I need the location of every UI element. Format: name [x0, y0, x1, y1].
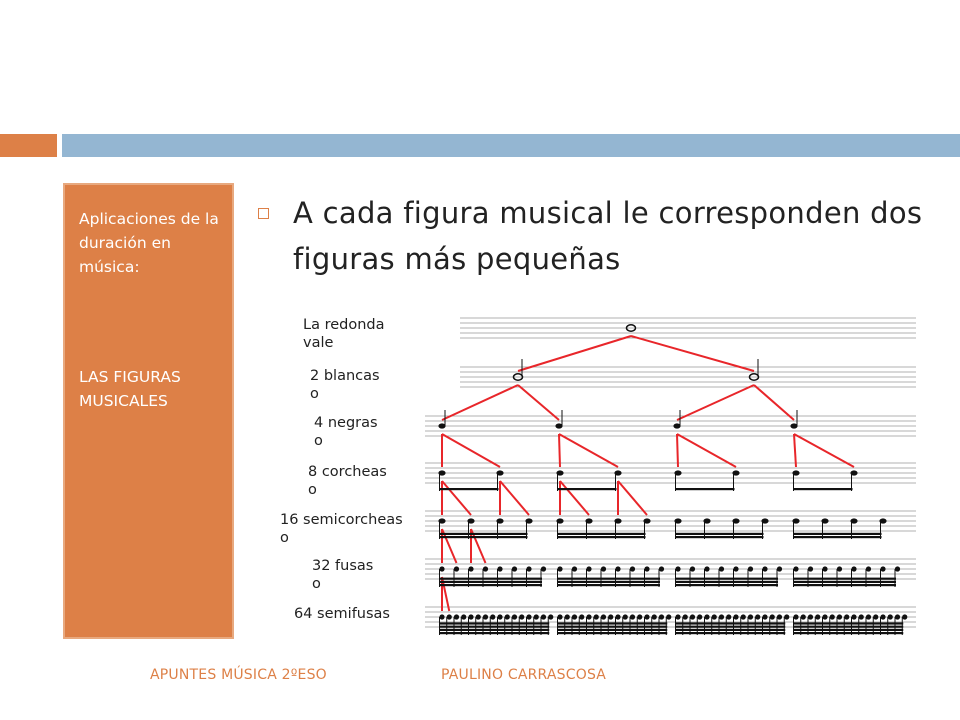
note-head — [704, 566, 709, 571]
note-beam — [558, 626, 668, 628]
note-head — [748, 566, 753, 571]
tree-line — [442, 434, 500, 467]
note-head — [490, 614, 495, 619]
note-head — [770, 614, 775, 619]
note-beam — [440, 578, 543, 580]
note-head — [822, 566, 827, 571]
note-head — [762, 566, 767, 571]
note-beam — [440, 584, 543, 586]
note-head — [777, 614, 782, 619]
note-beam — [676, 581, 779, 583]
note-head — [468, 614, 473, 619]
tree-line — [518, 336, 631, 371]
sidebar-subheading: LAS FIGURAS MUSICALES — [79, 368, 181, 410]
note-beam — [558, 581, 661, 583]
note-beam — [794, 622, 904, 624]
note-head — [675, 614, 680, 619]
sidebar-panel — [63, 183, 234, 639]
note-beam — [794, 488, 853, 490]
note-head — [652, 614, 657, 619]
note-head — [594, 614, 599, 619]
note-beam — [558, 622, 668, 624]
note-head — [815, 614, 820, 619]
note-head — [888, 614, 893, 619]
tree-line — [677, 434, 678, 467]
note-head — [439, 566, 444, 571]
note-beam — [558, 533, 646, 535]
note-head — [712, 614, 717, 619]
note-head — [615, 614, 620, 619]
note-head — [895, 566, 900, 571]
note-head — [644, 566, 649, 571]
note-head — [439, 614, 444, 619]
footer-right: PAULINO CARRASCOSA — [441, 667, 607, 683]
label-redonda: La redonda vale — [303, 317, 385, 351]
note-head — [483, 566, 488, 571]
note-head — [565, 614, 570, 619]
note-head — [784, 614, 789, 619]
note-beam — [558, 488, 617, 490]
note-head — [461, 614, 466, 619]
note-head — [526, 566, 531, 571]
tree-line — [677, 385, 754, 420]
note-head — [454, 614, 459, 619]
note-beam — [440, 488, 499, 490]
note-beam — [558, 578, 661, 580]
note-head — [526, 614, 531, 619]
note-head — [572, 614, 577, 619]
note-head — [512, 566, 517, 571]
tree-line — [794, 434, 854, 467]
note-beam — [676, 533, 764, 535]
label-blancas: 2 blancas o — [310, 368, 380, 402]
note-head — [675, 566, 680, 571]
label-semifusas: 64 semifusas — [294, 606, 390, 622]
note-head — [579, 614, 584, 619]
note-head — [719, 614, 724, 619]
note-head — [755, 614, 760, 619]
note-head — [866, 566, 871, 571]
note-beam — [794, 536, 882, 538]
note-head — [505, 614, 510, 619]
tree-line — [794, 434, 796, 467]
label-corcheas: 8 corcheas o — [308, 464, 387, 498]
note-head — [822, 614, 827, 619]
top-accent-bar-right — [62, 134, 960, 157]
label-negras: 4 negras o — [314, 415, 378, 449]
tree-line — [618, 481, 647, 515]
tree-line — [559, 434, 560, 467]
note-head — [748, 614, 753, 619]
note-head — [808, 566, 813, 571]
note-head — [548, 614, 553, 619]
note-beam — [676, 536, 764, 538]
note-beam — [794, 629, 904, 631]
note-head — [601, 614, 606, 619]
note-beam — [676, 632, 786, 634]
tree-line — [677, 434, 736, 467]
note-beam — [676, 626, 786, 628]
note-head — [468, 566, 473, 571]
note-beam — [440, 622, 550, 624]
note-head — [830, 614, 835, 619]
note-beam — [440, 581, 543, 583]
tree-line — [442, 385, 518, 420]
note-beam — [794, 584, 897, 586]
note-head — [837, 566, 842, 571]
tree-line — [442, 481, 471, 515]
note-beam — [794, 578, 897, 580]
note-head — [851, 614, 856, 619]
note-head — [801, 614, 806, 619]
note-head — [851, 566, 856, 571]
note-head — [733, 614, 738, 619]
notes-svg — [270, 308, 922, 640]
note-head — [683, 614, 688, 619]
note-head — [497, 566, 502, 571]
note-beam — [794, 626, 904, 628]
note-beam — [558, 536, 646, 538]
note-head — [844, 614, 849, 619]
note-head — [586, 614, 591, 619]
label-fusas: 32 fusas o — [312, 558, 374, 592]
bullet-text: A cada figura musical le corresponden dos figuras más pequeñas — [293, 196, 923, 276]
tree-line — [500, 481, 529, 515]
note-head — [719, 566, 724, 571]
note-head — [630, 566, 635, 571]
note-beam — [794, 632, 904, 634]
note-head — [733, 566, 738, 571]
note-head — [572, 566, 577, 571]
note-beam — [676, 584, 779, 586]
sidebar-text — [79, 207, 229, 413]
note-head — [793, 566, 798, 571]
note-head — [644, 614, 649, 619]
note-head — [808, 614, 813, 619]
music-figures-diagram — [270, 308, 922, 640]
note-head — [866, 614, 871, 619]
note-head — [837, 614, 842, 619]
note-head — [697, 614, 702, 619]
note-head — [859, 614, 864, 619]
note-head — [690, 614, 695, 619]
note-head — [630, 614, 635, 619]
note-beam — [440, 629, 550, 631]
note-beam — [558, 584, 661, 586]
note-beam — [440, 626, 550, 628]
note-head — [497, 614, 502, 619]
note-beam — [440, 632, 550, 634]
note-head — [541, 566, 546, 571]
note-head — [623, 614, 628, 619]
note-beam — [794, 533, 882, 535]
note-head — [741, 614, 746, 619]
footer-left: APUNTES MÚSICA 2ºESO — [150, 667, 327, 683]
square-bullet-icon — [258, 208, 269, 219]
note-head — [608, 614, 613, 619]
note-head — [726, 614, 731, 619]
note-beam — [440, 533, 528, 535]
note-head — [483, 614, 488, 619]
tree-line — [559, 434, 618, 467]
note-head — [586, 566, 591, 571]
note-head — [512, 614, 517, 619]
note-head — [880, 614, 885, 619]
note-head — [557, 614, 562, 619]
note-head — [447, 614, 452, 619]
note-head — [637, 614, 642, 619]
note-head — [873, 614, 878, 619]
note-beam — [676, 629, 786, 631]
tree-line — [754, 385, 794, 420]
note-head — [615, 566, 620, 571]
note-head — [793, 614, 798, 619]
note-beam — [558, 632, 668, 634]
note-beam — [440, 536, 528, 538]
tree-line — [518, 385, 559, 420]
note-head — [519, 614, 524, 619]
sidebar-heading: Aplicaciones de la duración en música: — [79, 210, 219, 276]
label-semicorcheas: 16 semicorcheas o — [280, 512, 403, 546]
note-head — [902, 614, 907, 619]
note-beam — [558, 629, 668, 631]
note-beam — [676, 622, 786, 624]
note-head — [454, 566, 459, 571]
note-head — [659, 566, 664, 571]
note-head — [557, 566, 562, 571]
note-head — [534, 614, 539, 619]
tree-line — [560, 481, 589, 515]
note-head — [880, 566, 885, 571]
top-accent-bar-left — [0, 134, 57, 157]
note-head — [895, 614, 900, 619]
note-head — [666, 614, 671, 619]
note-head — [704, 614, 709, 619]
note-head — [690, 566, 695, 571]
note-beam — [676, 488, 735, 490]
note-head — [659, 614, 664, 619]
note-beam — [794, 581, 897, 583]
note-head — [601, 566, 606, 571]
note-head — [476, 614, 481, 619]
note-head — [541, 614, 546, 619]
note-head — [777, 566, 782, 571]
note-head — [762, 614, 767, 619]
note-beam — [676, 578, 779, 580]
tree-line — [631, 336, 754, 371]
